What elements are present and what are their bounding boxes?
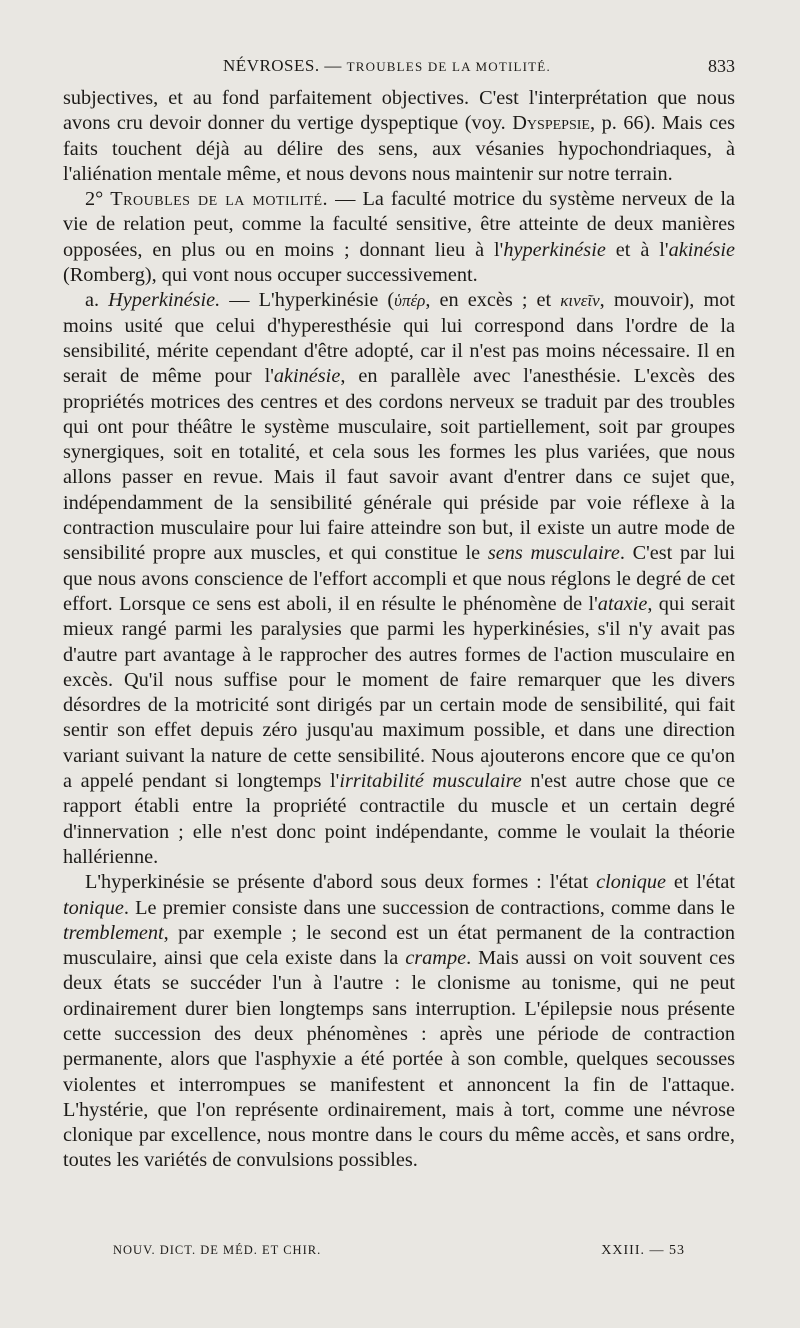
text-run: et à l'	[605, 238, 669, 261]
text-run: . C'est par lui que nous avons conscience de l'effort accompli et que nous réglons le degré de cet effort. Lorsque ce sens est aboli, il en résulte le phénomène de l'	[63, 542, 735, 615]
term-sens-musculaire: sens musculaire	[487, 542, 620, 565]
text-run: , p. 66). Mais ces faits touchent déjà au délire des sens, aux vésanies hypochondriaques, à l'aliénation mentale même, et nous devons nous maintenir sur notre terrain.	[63, 112, 735, 185]
subsection-letter: a.	[85, 289, 109, 312]
page-number: 833	[708, 56, 735, 76]
cross-reference: Dyspepsie	[512, 112, 590, 135]
text-run: , par exemple ; le second est un état permanent de la contraction musculaire, ainsi que cela existe dans la	[63, 921, 735, 970]
text-run: , en excès ; et	[425, 289, 561, 312]
text-run: n'est autre chose que ce rapport établi entre la propriété contractile du muscle et un certain degré d'innervation ; elle n'est donc point indépendante, comme le voulait la théorie hallérienne.	[63, 770, 735, 868]
running-title	[223, 56, 551, 76]
footer-volume: XXIII. — 53	[601, 1243, 685, 1258]
text-run: . Mais aussi on voit souvent ces deux états se succéder l'un à l'autre : le clonisme au tonisme, qui ne peut ordinairement durer bien longtemps sans interruption. L'épilepsie nous présente cette succession des deux phénomènes : après une période de contraction permanente, alors que l'asphyxie a été portée à son comble, quelques secousses violentes et interrompues se manifestent et annoncent la fin de l'attaque. L'hystérie, que l'on représente ordinairement, mais à tort, comme une névrose clonique par excellence, nous montre dans le cours du même accès, et sans ordre, toutes les variétés de convulsions possibles.	[63, 947, 735, 1172]
term-hyperkinesie: hyperkinésie	[503, 238, 606, 261]
page-footer	[113, 1243, 685, 1263]
term-akinesie: akinésie	[273, 365, 341, 388]
section-heading: Troubles de la motilité.	[110, 188, 329, 211]
paragraph-4	[63, 870, 735, 1174]
term-crampe: crampe	[405, 947, 467, 970]
text-run: , qui serait mieux rangé parmi les paralysies que parmi les hyperkinésies, s'il n'y avait pas d'autre part avantage à le rapprocher des autres formes de l'action musculaire en excès. Qu'il nous suffise pour le moment de faire remarquer que les divers désordres de la motricité sont dirigés par un certain mode de sensibilité, qui fait sentir son effet depuis zéro jusqu'au maximum possible, et dans une direction variant suivant la nature de cette sensibilité. Nous ajouterons encore que ce qu'on a appelé pendant si longtemps l'	[63, 592, 736, 793]
footer-signature: NOUV. DICT. DE MÉD. ET CHIR.	[113, 1243, 322, 1257]
body-text	[63, 86, 735, 1174]
running-title-separator: —	[319, 56, 347, 75]
text-run: subjectives, et au fond parfaitement objectives. C'est l'interprétation que nous avons cru devoir donner du vertige dyspeptique (voy.	[63, 87, 735, 135]
text-run: . Le premier consiste dans une succession de contractions, comme dans le	[123, 896, 735, 919]
greek-word: ὑπέρ	[394, 291, 426, 311]
text-run: — L'hyperkinésie (	[220, 289, 395, 312]
text-run: — La faculté motrice du système nerveux de la vie de relation peut, comme la faculté sensitive, être atteinte de deux manières opposées, en plus ou en moins ; donnant lieu à l'	[63, 188, 735, 261]
paragraph-2	[63, 187, 735, 288]
text-run: et l'état	[666, 871, 735, 894]
text-run: , mouvoir), mot moins usité que celui d'hyperesthésie qui lui correspond dans l'ordre de la sensibilité, mérite cependant d'être adopté, car il n'est pas moins nécessaire. Il en serait de même pour l'	[63, 289, 735, 388]
term-akinesie: akinésie	[668, 238, 736, 261]
term-clonique: clonique	[596, 871, 666, 894]
running-title-sub: TROUBLES DE LA MOTILITÉ.	[346, 59, 551, 74]
term-tremblement: tremblement	[63, 921, 164, 944]
running-title-main: NÉVROSES.	[223, 56, 320, 75]
paragraph-1	[63, 86, 735, 187]
greek-word: κινεῖν	[560, 291, 600, 311]
running-header	[63, 56, 735, 84]
term-ataxie: ataxie	[597, 592, 648, 615]
term-tonique: tonique	[63, 896, 124, 919]
text-run: , en parallèle avec l'anesthésie. L'excès des propriétés motrices des centres et des cordons nerveux se traduit par des troubles qui ont pour théâtre le système musculaire, soit partiellement, soit par groupes synergiques, soit en totalité, et cela sous les formes les plus variées, que nous allons passer en revue. Mais il faut savoir avant d'entrer dans ce sujet que, indépendamment de la sensibilité générale qui préside par voie réflexe à la contraction musculaire pour lui faire atteindre son but, il existe un autre mode de sensibilité propre aux muscles, et qui constitue le	[63, 365, 735, 565]
subsection-heading: Hyperkinésie.	[108, 289, 221, 312]
text-run: (Romberg), qui vont nous occuper successivement.	[63, 264, 478, 287]
text-run: L'hyperkinésie se présente d'abord sous deux formes : l'état	[85, 871, 597, 894]
section-number: 2°	[85, 188, 111, 211]
term-irritabilite: irritabilité musculaire	[339, 770, 522, 793]
paragraph-3	[63, 288, 735, 870]
